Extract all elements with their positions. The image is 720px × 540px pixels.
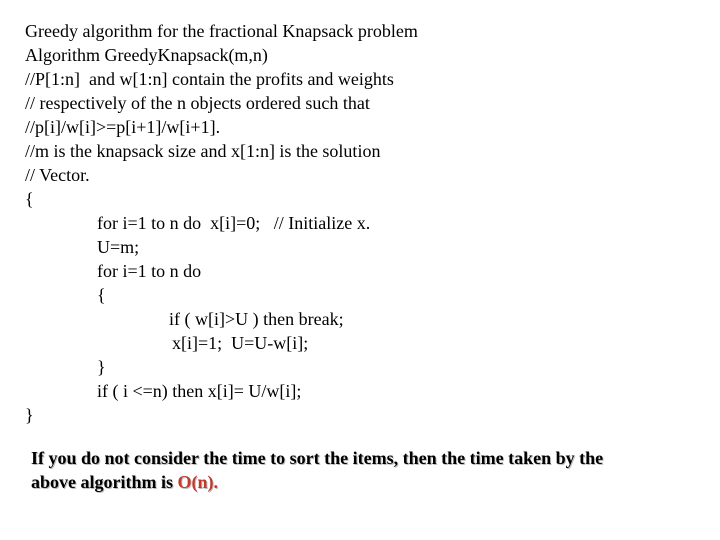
code-close-brace: } xyxy=(25,405,34,425)
code-statement: for i=1 to n do x[i]=0; // Initialize x. xyxy=(97,213,371,233)
code-statement: U=m; xyxy=(97,237,140,257)
code-title: Greedy algorithm for the fractional Knapsack problem xyxy=(25,21,418,41)
pseudocode-block xyxy=(25,19,418,427)
code-open-brace: { xyxy=(25,189,34,209)
code-comment: //p[i]/w[i]>=p[i+1]/w[i+1]. xyxy=(25,117,221,137)
note-line: If you do not consider the time to sort the items, then the time taken by the xyxy=(31,448,604,468)
code-close-brace: } xyxy=(97,357,106,377)
note-text: above algorithm is xyxy=(31,472,178,492)
code-statement: if ( i <=n) then x[i]= U/w[i]; xyxy=(97,381,302,401)
code-comment: // respectively of the n objects ordered such that xyxy=(25,93,370,113)
note-line xyxy=(31,470,603,494)
code-comment: //P[1:n] and w[1:n] contain the profits and weights xyxy=(25,69,394,89)
complexity-note xyxy=(31,446,603,494)
complexity-highlight: O(n). xyxy=(177,472,218,492)
code-statement: x[i]=1; U=U-w[i]; xyxy=(172,333,309,353)
code-statement: for i=1 to n do xyxy=(97,261,202,281)
code-comment: // Vector. xyxy=(25,165,90,185)
code-statement: if ( w[i]>U ) then break; xyxy=(169,309,344,329)
code-open-brace: { xyxy=(97,285,106,305)
code-comment: //m is the knapsack size and x[1:n] is the solution xyxy=(25,141,381,161)
code-algorithm-signature: Algorithm GreedyKnapsack(m,n) xyxy=(25,45,268,65)
